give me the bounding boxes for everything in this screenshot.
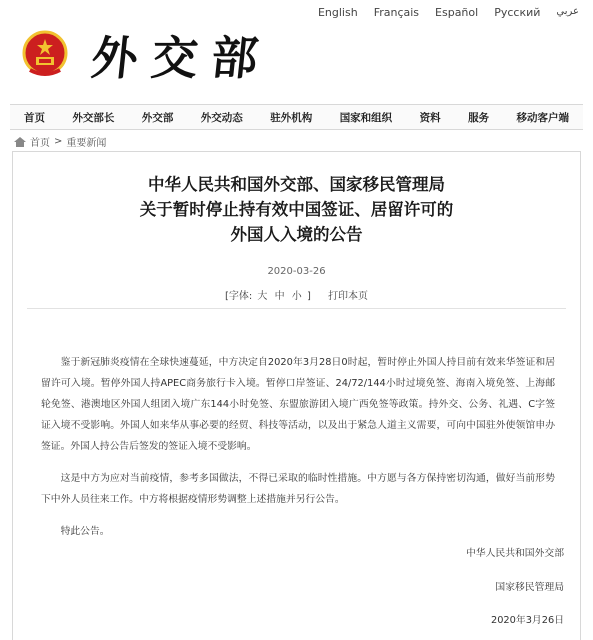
lang-arabic[interactable]: عربي (556, 6, 579, 17)
paragraph: 特此公告。 (60, 526, 110, 537)
title-line: 外国人入境的公告 (230, 225, 363, 244)
signatory-mfa: 中华人民共和国外交部 (466, 548, 564, 559)
nav-news[interactable]: 外交动态 (200, 111, 243, 124)
font-size-small[interactable]: 小 (291, 291, 302, 302)
site-header (0, 20, 593, 100)
title-line: 关于暂时停止持有效中国签证、居留许可的 (139, 200, 454, 219)
sign-date: 2020年3月26日 (490, 615, 564, 626)
lang-english[interactable]: English (317, 6, 358, 19)
paragraph: 鉴于新冠肺炎疫情在全球快速蔓延，中方决定自2020年3月28日0时起，暂时停止外国人持目前有效来华签证和居留许可入境。暂停外国人持APEC商务旅行卡入境。暂停口岸签证、24/72/144小时过境免签、海南入境免签、上海邮轮免签、港澳地区外国人组团入境广东144小时免签、东盟旅游团入境广西免签等政策。持外交、公务、礼遇、C字签证入境不受影响。外国人如来华从事必要的经贸、科技等活动，以及出于紧急人道主义需要，可向中国驻外使领馆申办签证。外国人持公告后签发的签证入境不受影响。 (41, 357, 555, 452)
nav-home[interactable]: 首页 (24, 111, 45, 124)
main-nav (10, 104, 583, 130)
breadcrumb (14, 134, 106, 149)
site-logo-text[interactable]: 外交部 (88, 31, 275, 85)
breadcrumb-home[interactable]: 首页 (30, 138, 50, 149)
nav-services[interactable]: 服务 (468, 111, 490, 124)
breadcrumb-current[interactable]: 重要新闻 (66, 138, 107, 149)
article-tools (13, 287, 580, 302)
article-panel (12, 151, 581, 640)
national-emblem-icon[interactable] (22, 30, 68, 80)
lang-french[interactable]: Français (373, 6, 420, 19)
article-title (13, 172, 580, 247)
signatory-nia: 国家移民管理局 (495, 582, 564, 593)
paragraph: 这是中方为应对当前疫情，参考多国做法，不得已采取的临时性措施。中方愿与各方保持密切沟通，做好当前形势下中外人员往来工作。中方将根据疫情形势调整上述措施并另行公告。 (41, 473, 555, 505)
article-date: 2020-03-26 (267, 266, 326, 277)
font-size-large[interactable]: 大 (257, 291, 268, 302)
font-size-label: [字体: (224, 291, 253, 302)
language-bar (318, 6, 579, 19)
nav-minister[interactable]: 外交部长 (72, 111, 115, 124)
nav-missions[interactable]: 驻外机构 (270, 111, 313, 124)
nav-ministry[interactable]: 外交部 (141, 111, 174, 124)
lang-russian[interactable]: Русский (494, 6, 541, 19)
title-line: 中华人民共和国外交部、国家移民管理局 (148, 175, 445, 194)
breadcrumb-separator: > (54, 136, 63, 147)
lang-spanish[interactable]: Español (435, 6, 479, 19)
print-button[interactable]: 打印本页 (328, 291, 369, 302)
nav-countries[interactable]: 国家和组织 (339, 111, 393, 124)
font-size-close: ] (306, 291, 311, 302)
divider (27, 308, 566, 309)
article-body (41, 352, 555, 553)
nav-mobile[interactable]: 移动客户端 (516, 111, 569, 124)
home-icon (14, 137, 26, 147)
nav-resources[interactable]: 资料 (419, 111, 441, 124)
font-size-medium[interactable]: 中 (274, 291, 285, 302)
